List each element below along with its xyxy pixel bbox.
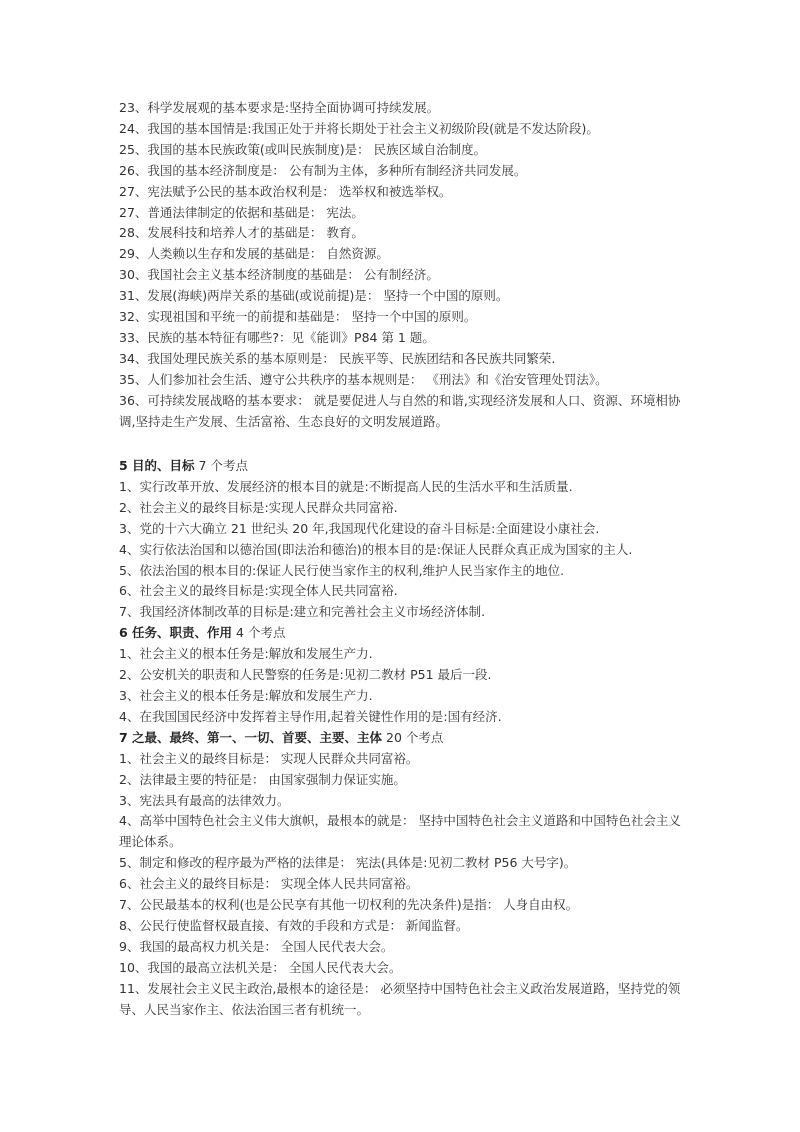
list-item: 28、发展科技和培养人才的基础是： 教育。: [119, 225, 364, 241]
list-item: 1、社会主义的最终目标是： 实现人民群众共同富裕。: [119, 750, 419, 766]
list-item: 2、法律最主要的特征是： 由国家强制力保证实施。: [119, 771, 406, 787]
section-heading-goals: [119, 456, 685, 477]
list-item: 2、社会主义的最终目标是:实现人民群众共同富裕.: [119, 499, 398, 515]
list-item: 1、社会主义的根本任务是:解放和发展生产力.: [119, 646, 373, 662]
list-item: 2、公安机关的职责和人民警察的任务是:见初二教材 P51 最后一段.: [119, 667, 492, 683]
list-item: 7、公民最基本的权利(也是公民享有其他一切权利的先决条件)是指： 人身自由权。: [119, 897, 579, 913]
section-heading-count: 4 个考点: [232, 625, 286, 641]
list-item: 29、人类赖以生存和发展的基础是： 自然资源。: [119, 246, 389, 262]
section-heading-superlatives: [119, 728, 685, 749]
list-item: 23、科学发展观的基本要求是:坚持全面协调可持续发展。: [119, 100, 440, 115]
section-heading-count: 20 个考点: [382, 729, 444, 745]
section-heading-title: 6 任务、职责、作用: [119, 625, 233, 641]
list-item: 9、我国的最高权力机关是： 全国人民代表大会。: [119, 938, 394, 954]
list-item: 32、实现祖国和平统一的前提和基础是： 坚持一个中国的原则。: [119, 309, 477, 325]
list-item: 27、普通法律制定的依据和基础是： 宪法。: [119, 204, 364, 220]
list-item: 4、实行依法治国和以德治国(即法治和德治)的根本目的是:保证人民群众真正成为国家的主人.: [119, 541, 633, 557]
goals-tasks-superlatives-sections: [119, 456, 685, 1020]
section-heading-count: 7 个考点: [194, 458, 248, 473]
list-item: 25、我国的基本民族政策(或叫民族制度)是： 民族区域自治制度。: [119, 141, 487, 157]
section-heading-title: 7 之最、最终、第一、一切、首要、主要、主体: [119, 729, 383, 745]
section-heading-tasks: [119, 623, 685, 644]
list-item: 4、在我国国民经济中发挥着主导作用,起着关键性作用的是:国有经济.: [119, 708, 502, 724]
list-item: 3、社会主义的根本任务是:解放和发展生产力.: [119, 687, 373, 703]
list-item: 24、我国的基本国情是:我国正处于并将长期处于社会主义初级阶段(就是不发达阶段)。: [119, 120, 599, 136]
section-heading-title: 5 目的、目标: [119, 458, 195, 473]
list-item: 26、我国的基本经济制度是： 公有制为主体，多种所有制经济共同发展。: [119, 162, 527, 178]
list-item: 7、我国经济体制改革的目标是:建立和完善社会主义市场经济体制.: [119, 604, 486, 620]
list-item: 10、我国的最高立法机关是： 全国人民代表大会。: [119, 959, 402, 975]
list-item: 33、民族的基本特征有哪些?：见《能训》P84 第 1 题。: [119, 329, 435, 345]
list-item: 3、宪法具有最高的法律效力。: [119, 792, 290, 808]
list-item: 31、发展(海峡)两岸关系的基础(或说前提)是： 坚持一个中国的原则。: [119, 288, 509, 304]
list-item: 27、宪法赋予公民的基本政治权利是： 选举权和被选举权。: [119, 183, 452, 199]
list-item: 11、发展社会主义民主政治,最根本的途径是： 必须坚持中国特色社会主义政治发展道路，坚持党的领导、人民当家作主、依法治国三者有机统一。: [119, 980, 681, 1017]
list-item: 34、我国处理民族关系的基本原则是： 民族平等、民族团结和各民族共同繁荣.: [119, 350, 556, 366]
list-item: 35、人们参加社会生活、遵守公共秩序的基本规则是： 《刑法》和《治安管理处罚法》。: [119, 371, 608, 387]
list-item: 4、高举中国特色社会主义伟大旗帜，最根本的就是： 坚持中国特色社会主义道路和中国特色社会主义理论体系。: [119, 813, 681, 850]
list-item: 36、可持续发展战略的基本要求： 就是要促进人与自然的和谐,实现经济发展和人口、资源、环境相协调,坚持走生产发展、生活富裕、生态良好的文明发展道路。: [119, 392, 681, 429]
list-item: 30、我国社会主义基本经济制度的基础是： 公有制经济。: [119, 267, 439, 283]
list-item: 5、制定和修改的程序最为严格的法律是： 宪法(具体是:见初二教材 P56 大号字)。: [119, 855, 577, 871]
list-item: 6、社会主义的最终目标是： 实现全体人民共同富裕。: [119, 876, 419, 892]
list-item: 5、依法治国的根本目的:保证人民行使当家作主的权利,维护人民当家作主的地位.: [119, 562, 565, 578]
list-item: 6、社会主义的最终目标是:实现全体人民共同富裕.: [119, 583, 398, 599]
list-item: 8、公民行使监督权最直接、有效的手段和方式是： 新闻监督。: [119, 917, 469, 933]
list-item: 1、实行改革开放、发展经济的根本目的就是:不断提高人民的生活水平和生活质量.: [119, 478, 573, 494]
list-item: 3、党的十六大确立 21 世纪头 20 年,我国现代化建设的奋斗目标是:全面建设小康社会.: [119, 520, 600, 536]
basics-section: [119, 98, 685, 433]
